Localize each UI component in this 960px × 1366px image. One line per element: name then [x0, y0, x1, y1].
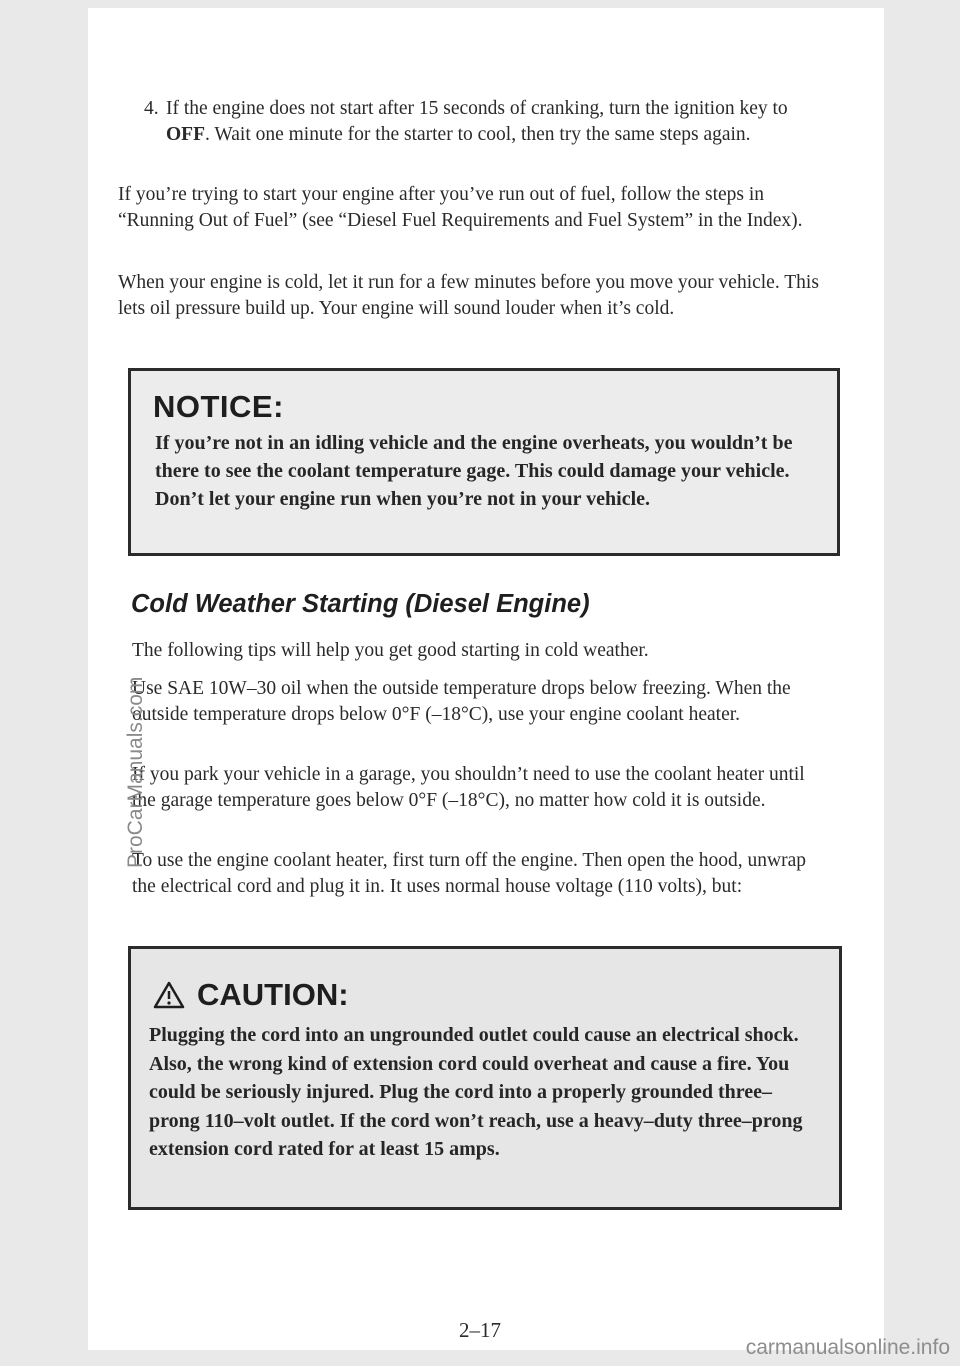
notice-box [128, 368, 840, 556]
watermark-bottom: carmanualsonline.info [745, 1336, 950, 1359]
key-word-off: OFF [166, 124, 205, 145]
paragraph-garage: If you park your vehicle in a garage, you shouldn’t need to use the coolant heater until the garage temperature goes below 0°F (–18°C), no matter how cold it is outside. [132, 764, 805, 811]
paragraph-engine-cold: When your engine is cold, let it run for a few minutes before you move your vehicle. This lets oil pressure build up. Your engine will sound louder when it’s cold. [118, 272, 819, 319]
watermark-side: ProCarManuals.com [124, 676, 147, 868]
step-text: If the engine does not start after 15 seconds of cranking, turn the ignition key to OFF. Wait one minute for the starter to cool, then try the same steps again. [166, 98, 788, 145]
warning-triangle-icon [153, 981, 185, 1009]
notice-title: NOTICE: [153, 389, 284, 424]
caution-title-text: CAUTION: [197, 977, 349, 1012]
step-number: 4. [144, 98, 159, 119]
caution-box [128, 946, 842, 1210]
step-4 [144, 96, 824, 148]
paragraph-heater: To use the engine coolant heater, first turn off the engine. Then open the hood, unwrap the electrical cord and plug it in. It uses normal house voltage (110 volts), but: [132, 850, 807, 897]
section-title: Cold Weather Starting (Diesel Engine) [131, 590, 590, 618]
caution-title [153, 977, 349, 1013]
paragraph-tips: The following tips will help you get good starting in cold weather. [132, 640, 649, 661]
paragraph-oil: Use SAE 10W–30 oil when the outside temperature drops below freezing. When the outside temperature drops below 0°F (–18°C), use your engine coolant heater. [132, 678, 791, 725]
page-number: 2–17 [459, 1318, 501, 1342]
caution-body: Plugging the cord into an ungrounded outlet could cause an electrical shock. Also, the wrong kind of extension cord could overheat and cause a fire. You could be seriously injured. Plug the cord into a properly grounded three–prong 110–volt outlet. If the cord won’t reach, use a heavy–duty three–prong extension cord rated for at least 15 amps. [149, 1024, 803, 1160]
notice-body: If you’re not in an idling vehicle and the engine overheats, you wouldn’t be there to see the coolant temperature gage. This could damage your vehicle. Don’t let your engine run when you’re not in your vehicle. [155, 432, 793, 510]
paragraph-run-out-of-fuel: If you’re trying to start your engine after you’ve run out of fuel, follow the steps in “Running Out of Fuel” (see “Diesel Fuel Requirements and Fuel System” in the Index). [118, 184, 803, 231]
